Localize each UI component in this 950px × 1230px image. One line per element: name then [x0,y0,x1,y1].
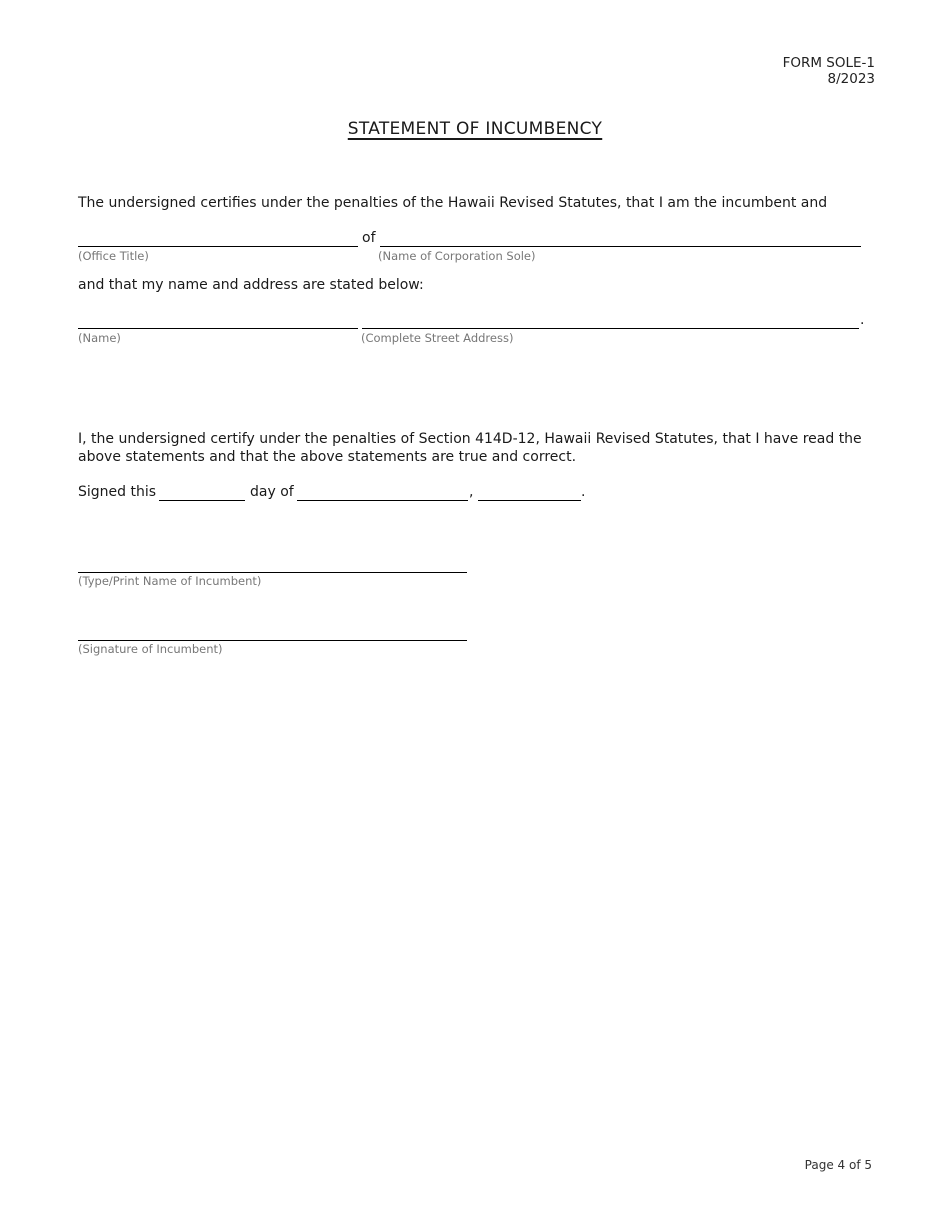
day-field[interactable] [159,500,245,501]
signed-this-label: Signed this [78,484,157,500]
print-name-field[interactable] [78,572,467,573]
office-title-caption: (Office Title) [78,249,149,263]
intro-text: The undersigned certifies under the penalties of the Hawaii Revised Statutes, that I am the incumbent and [78,195,828,211]
page-number: Page 4 of 5 [804,1158,872,1172]
name-caption: (Name) [78,331,121,345]
page-title-text: STATEMENT OF INCUMBENCY [347,119,603,139]
address-period: . [860,312,865,328]
signature-field[interactable] [78,640,467,641]
name-address-text: and that my name and address are stated below: [78,277,424,293]
print-name-caption: (Type/Print Name of Incumbent) [78,574,262,588]
date-period: . [581,484,586,500]
office-title-field[interactable] [78,246,358,247]
corporation-name-caption: (Name of Corporation Sole) [378,249,536,263]
certification-text: I, the undersigned certify under the penalties of Section 414D-12, Hawaii Revised Statutes, that I have read the above statements and that the above statements are true and correct. [78,431,862,465]
year-field[interactable] [478,500,581,501]
month-field[interactable] [297,500,468,501]
form-date: 8/2023 [827,71,875,87]
corporation-name-field[interactable] [380,246,861,247]
street-address-field[interactable] [362,328,859,329]
street-address-caption: (Complete Street Address) [361,331,514,345]
signature-caption: (Signature of Incumbent) [78,642,223,656]
form-number: FORM SOLE-1 [782,55,875,71]
comma: , [469,484,474,500]
page-title [0,119,950,139]
name-field[interactable] [78,328,358,329]
day-of-label: day of [250,484,294,500]
of-label: of [362,230,376,246]
form-identifier [783,55,875,87]
